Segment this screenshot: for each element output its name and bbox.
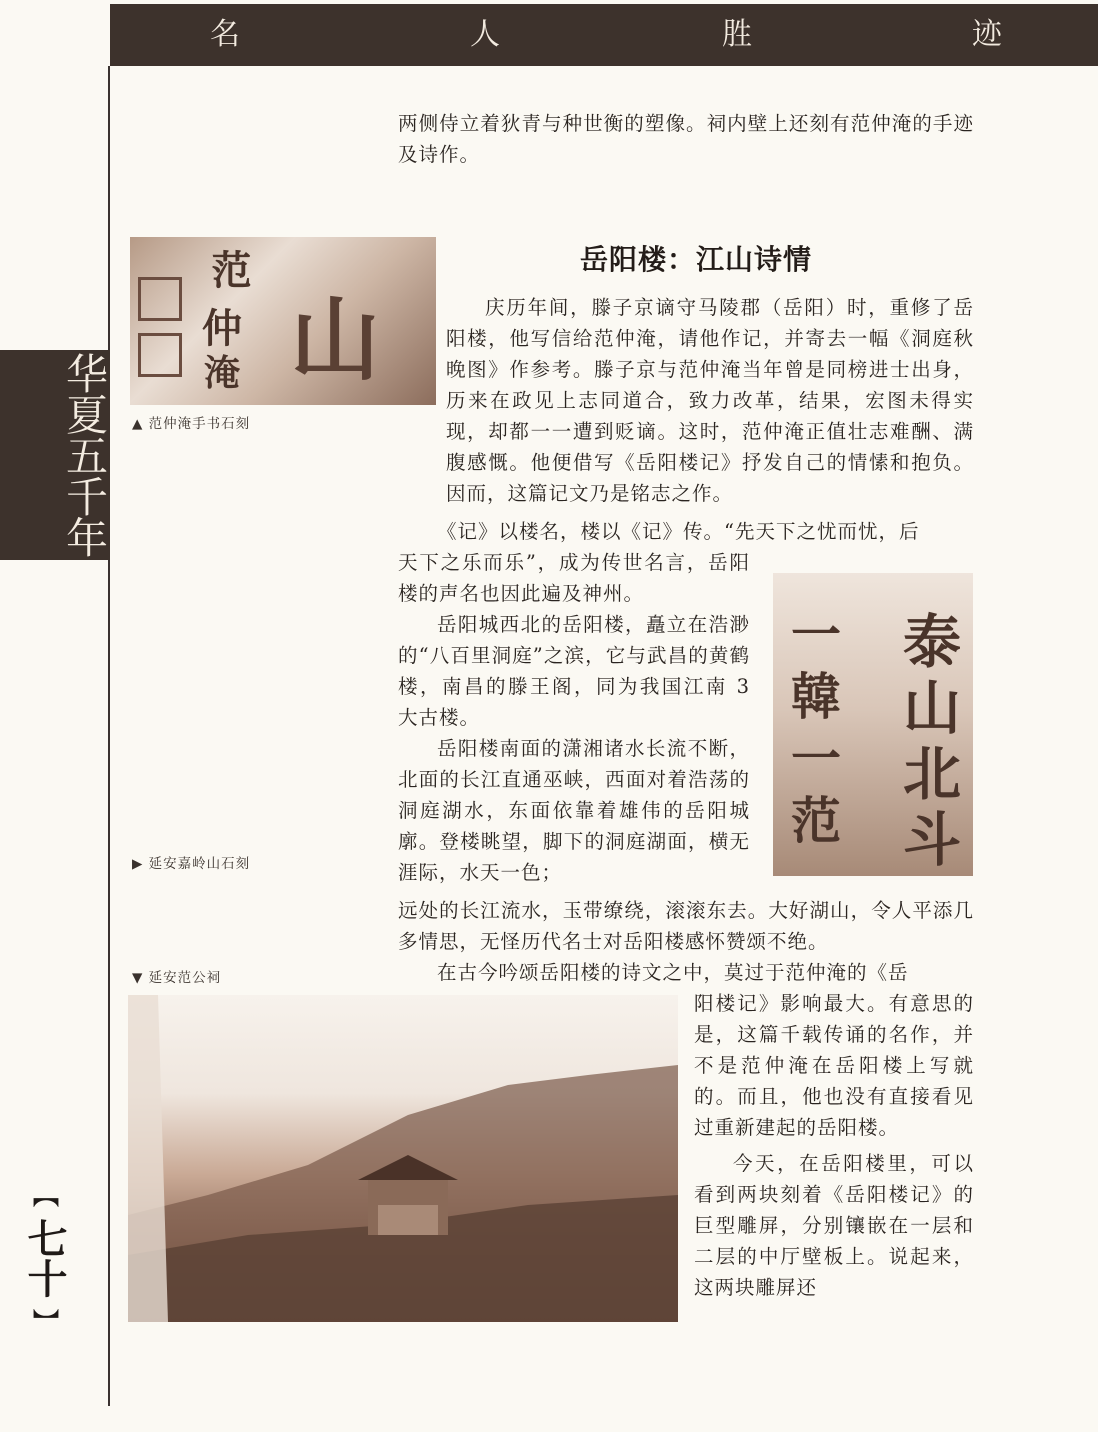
header-char-4: 迹 — [972, 17, 1002, 52]
caption-carving2: ▶ 延安嘉岭山石刻 — [132, 856, 251, 872]
page-number-value: 七十 — [21, 1218, 68, 1298]
photo-jialingshan-carving — [773, 573, 973, 876]
carving-glyph: 范 — [205, 249, 252, 289]
carving-glyph: 泰 — [903, 608, 962, 676]
carving-glyph: 韓 — [791, 667, 841, 726]
paragraph-3: 岳阳城西北的岳阳楼，矗立在浩渺的“八百里洞庭”之滨，它与武昌的黄鹤楼，南昌的滕王阁，同为我国江南 3 大古楼。 — [398, 613, 750, 729]
paragraph-1-text: 庆历年间，滕子京谪守马陵郡（岳阳）时，重修了岳阳楼，他写信给范仲淹，请他作记，并寄去一幅《洞庭秋晚图》作参考。滕子京与范仲淹当年曾是同榜进士出身，历来在政见上志同道合，致力改革，结果，宏图未得实现，却都一一遭到贬谪。这时，范仲淹正值壮志难酬、满腹感慨。他便借写《岳阳楼记》抒发自己的情愫和抱负。因而，这篇记文乃是铭志之作。 — [446, 296, 974, 505]
temple-facade — [378, 1205, 438, 1235]
carving-glyph: 斗 — [903, 806, 962, 874]
paragraph-2b: 天下之乐而乐”，成为传世名言，岳阳楼的声名也因此遍及神州。 — [398, 551, 750, 605]
header-char-3: 胜 — [722, 17, 752, 52]
header-bar — [110, 4, 1098, 66]
tree-left — [128, 995, 168, 1322]
paragraph-6: 今天，在岳阳楼里，可以看到两块刻着《岳阳楼记》的巨型雕屏，分别镶嵌在一层和二层的中厅壁板上。说起来，这两块雕屏还 — [694, 1152, 974, 1299]
carving-glyph: 一 — [791, 605, 841, 664]
carving-glyph: 山 — [290, 287, 380, 393]
photo-fan-zhongyan-carving — [130, 237, 436, 405]
margin-rule — [108, 66, 110, 1406]
temple-scene — [128, 995, 678, 1322]
seal-stamp — [138, 277, 182, 321]
paragraph-4b: 远处的长江流水，玉带缭绕，滚滚东去。大好湖山，令人平添几多情思，无怪历代名士对岳阳楼感怀赞颂不绝。 — [398, 899, 974, 953]
page-bracket-close: 】 — [29, 1307, 59, 1334]
side-char: 千 — [65, 473, 108, 522]
carving-glyph: 范 — [791, 791, 841, 850]
carving-glyph: 一 — [791, 729, 841, 788]
paragraph-5a: 在古今吟颂岳阳楼的诗文之中，莫过于范仲淹的《岳 — [437, 961, 909, 984]
page-bracket-open: 【 — [29, 1181, 59, 1208]
carving-glyph: 北 — [903, 740, 962, 808]
carving-glyph: 山 — [903, 674, 962, 742]
header-char-2: 人 — [470, 17, 500, 52]
seal-stamp — [138, 333, 182, 377]
carving-glyph: 仲 — [202, 305, 242, 352]
photo-fangong-temple — [128, 995, 678, 1322]
side-char: 夏 — [65, 391, 108, 440]
side-char: 华 — [65, 350, 108, 399]
intro-paragraph: 两侧侍立着狄青与种世衡的塑像。祠内壁上还刻有范仲淹的手迹及诗作。 — [398, 112, 974, 166]
caption-temple: ▼ 延安范公祠 — [132, 970, 222, 986]
side-char: 五 — [65, 432, 108, 481]
paragraph-5b: 阳楼记》影响最大。有意思的是，这篇千载传诵的名作，并不是范仲淹在岳阳楼上写就的。而且，他也没有直接看见过重新建起的岳阳楼。 — [694, 992, 974, 1139]
caption-carving1: ▲ 范仲淹手书石刻 — [132, 416, 251, 432]
paragraph-1a — [446, 292, 974, 509]
carving-glyph: 淹 — [204, 352, 241, 394]
book-title-vertical — [62, 350, 112, 563]
side-char: 年 — [65, 514, 108, 563]
paragraph-2a: 《记》以楼名，楼以《记》传。“先天下之忧而忧，后 — [437, 520, 920, 543]
page-number — [14, 1180, 74, 1336]
paragraph-4a: 岳阳楼南面的潇湘诸水长流不断，北面的长江直通巫峡，西面对着浩荡的洞庭湖水，东面依靠着雄伟的岳阳城廓。登楼眺望，脚下的洞庭湖面，横无涯际，水天一色； — [398, 737, 750, 884]
section-title: 岳阳楼：江山诗情 — [580, 243, 813, 276]
header-char-1: 名 — [210, 17, 240, 52]
